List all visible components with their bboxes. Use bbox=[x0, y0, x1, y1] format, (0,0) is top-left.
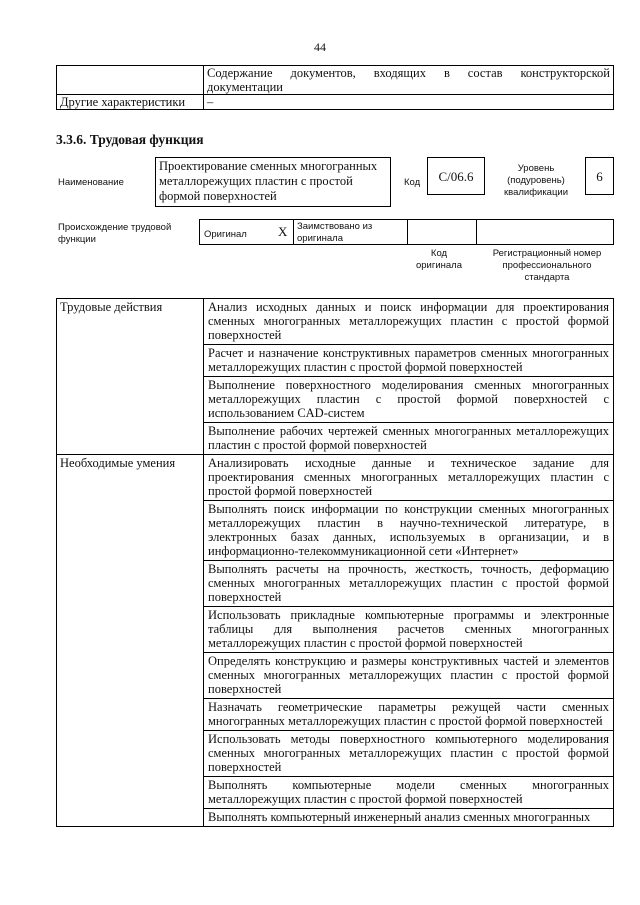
list-item: Анализ исходных данных и поиск информации для проектирования сменных многогранных металлорежущих пластин с простой формой поверхностей bbox=[204, 299, 614, 345]
qualification-level-box: 6 bbox=[585, 157, 614, 195]
list-item: Расчет и назначение конструктивных параметров сменных многогранных металлорежущих пластин с простой формой поверхностей bbox=[204, 345, 614, 377]
origin-row bbox=[199, 219, 614, 245]
list-item: Использовать прикладные компьютерные программы и электронные таблицы для выполнения расчетов сменных многогранных металлорежущих пластин с простой формой поверхностей bbox=[204, 607, 614, 653]
list-item: Выполнение поверхностного моделирования сменных многогранных металлорежущих пластин с простой формой поверхностей с использованием CAD-систем bbox=[204, 377, 614, 423]
table-row bbox=[57, 95, 614, 110]
table-row bbox=[57, 455, 614, 501]
labor-function-table bbox=[56, 298, 614, 827]
original-label: Оригинал bbox=[204, 229, 247, 240]
list-item: Выполнять компьютерные модели сменных многогранных металлорежущих пластин с простой формой поверхностей bbox=[204, 777, 614, 809]
section-label: Необходимые умения bbox=[57, 455, 204, 827]
row-label: Другие характеристики bbox=[57, 95, 204, 110]
origin-label: Происхождение трудовой функции bbox=[58, 222, 172, 245]
list-item: Выполнять компьютерный инженерный анализ сменных многогранных bbox=[204, 809, 614, 827]
qualification-level-label: Уровень (подуровень) квалификации bbox=[503, 163, 569, 198]
function-name-box: Проектирование сменных многогранных металлорежущих пластин с простой формой поверхностей bbox=[155, 157, 391, 207]
original-code-caption: Код оригинала bbox=[415, 248, 462, 271]
list-item: Определять конструкцию и размеры конструктивных частей и элементов сменных многогранных металлорежущих пластин с простой формой поверхностей bbox=[204, 653, 614, 699]
row-text: – bbox=[204, 95, 614, 110]
code-label: Код bbox=[404, 177, 421, 188]
registration-number-caption: Регистрационный номер профессионального стандарта bbox=[492, 248, 602, 283]
registration-number-cell bbox=[476, 219, 614, 245]
table-row bbox=[57, 66, 614, 95]
list-item: Назначать геометрические параметры режущей части сменных многогранных металлорежущих пластин с простой формой поверхностей bbox=[204, 699, 614, 731]
table-row bbox=[57, 299, 614, 345]
row-label bbox=[57, 66, 204, 95]
page-number: 44 bbox=[314, 40, 326, 54]
list-item: Использовать методы поверхностного компьютерного моделирования сменных многогранных металлорежущих пластин с простой формой поверхностей bbox=[204, 731, 614, 777]
continuation-table bbox=[56, 65, 614, 110]
labor-function-table-body bbox=[57, 299, 614, 827]
original-cell bbox=[199, 219, 294, 245]
function-code-box: C/06.6 bbox=[427, 157, 485, 195]
list-item: Анализировать исходные данные и техническое задание для проектирования сменных многогранных металлорежущих пластин с простой формой поверхностей bbox=[204, 455, 614, 501]
name-label: Наименование bbox=[58, 177, 124, 188]
section-heading: 3.3.6. Трудовая функция bbox=[56, 132, 204, 147]
row-text: Содержание документов, входящих в состав конструкторской документации bbox=[204, 66, 614, 95]
original-mark: X bbox=[278, 224, 288, 239]
borrowed-label: Заимствовано из оригинала bbox=[297, 221, 373, 244]
list-item: Выполнение рабочих чертежей сменных многогранных металлорежущих пластин с простой формой поверхностей bbox=[204, 423, 614, 455]
section-label: Трудовые действия bbox=[57, 299, 204, 455]
list-item: Выполнять поиск информации по конструкции сменных многогранных металлорежущих пластин в научно-технической литературе, в электронных базах данных, используемых в организации, и в информационно-телекоммуникационной сети «Интернет» bbox=[204, 501, 614, 561]
original-code-cell bbox=[407, 219, 477, 245]
borrowed-cell bbox=[293, 219, 408, 245]
list-item: Выполнять расчеты на прочность, жесткость, точность, деформацию сменных многогранных металлорежущих пластин с простой формой поверхностей bbox=[204, 561, 614, 607]
